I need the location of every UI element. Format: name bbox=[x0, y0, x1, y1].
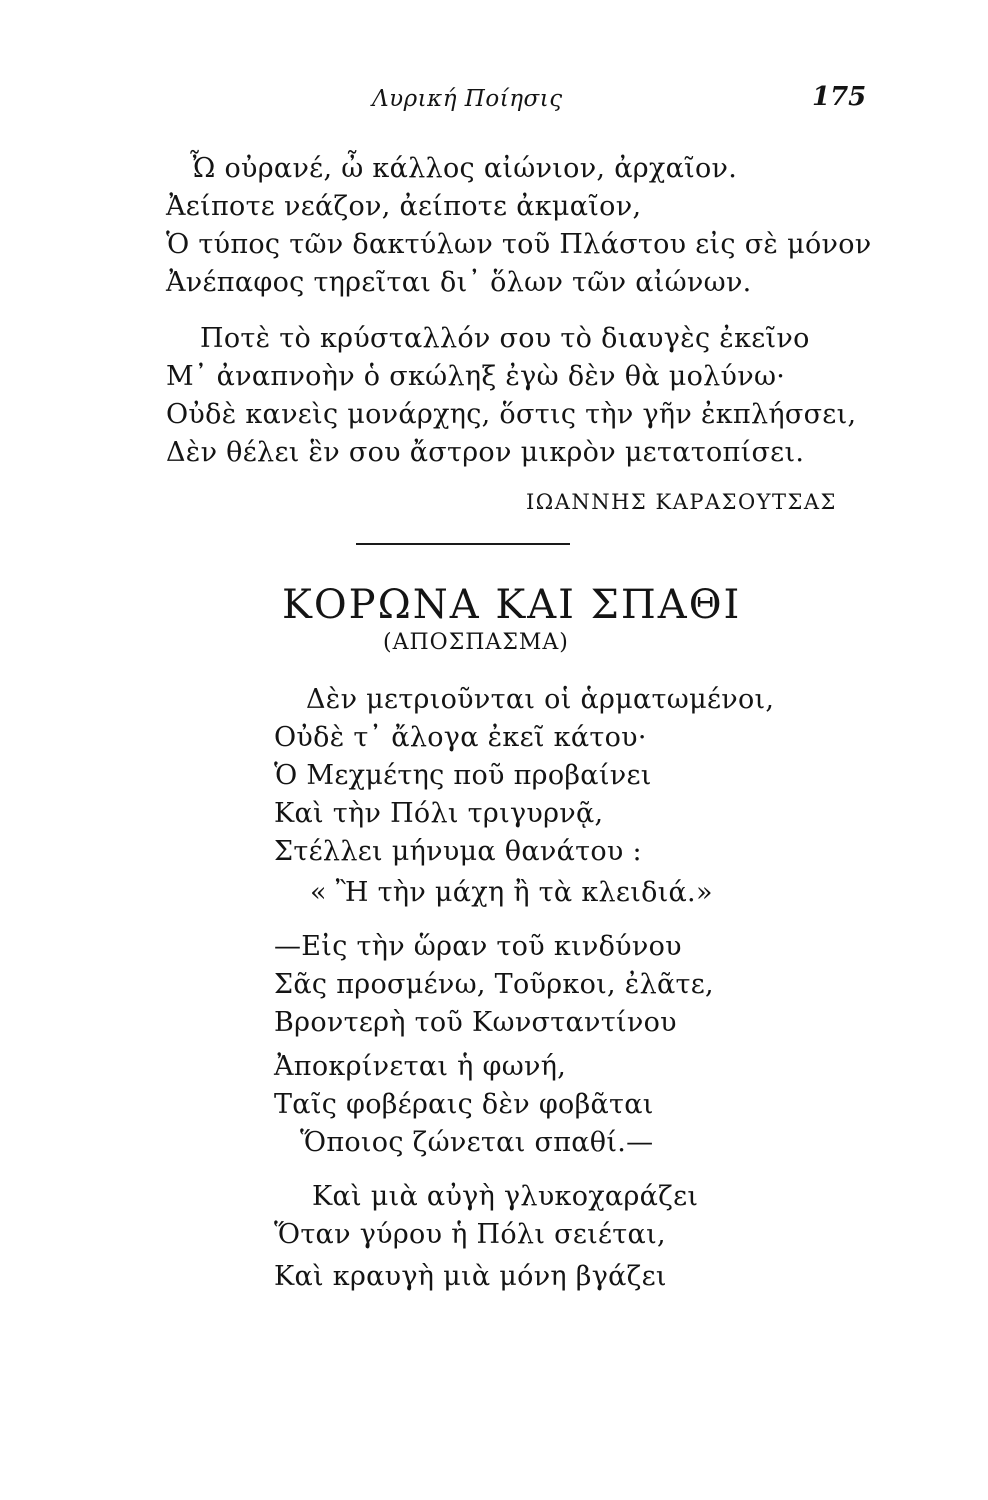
poem-line: Ἀποκρίνεται ἡ φωνή, bbox=[274, 1051, 567, 1082]
poem-line: Καὶ κραυγὴ μιὰ μόνη βγάζει bbox=[274, 1261, 667, 1292]
poem-line: Ὁ Μεχμέτης ποῦ προβαίνει bbox=[274, 760, 652, 791]
poem-line: Στέλλει μήνυμα θανάτου : bbox=[274, 836, 642, 867]
section-divider bbox=[356, 543, 570, 545]
poem-line: Μ᾿ ἀναπνοὴν ὁ σκώληξ ἐγὼ δὲν θὰ μολύνω· bbox=[166, 361, 786, 392]
running-title: Λυρική Ποίησις bbox=[372, 86, 563, 112]
poem-line: « Ἢ τὴν μάχη ἢ τὰ κλειδιά.» bbox=[310, 877, 713, 908]
page-number: 175 bbox=[812, 82, 867, 112]
poem-subtitle: (ΑΠΟΣΠΑΣΜΑ) bbox=[383, 630, 569, 655]
poem-line: Ἀείποτε νεάζον, ἀείποτε ἀκμαῖον, bbox=[166, 191, 642, 222]
poem-line: Ὦ οὐρανέ, ὦ κάλλος αἰώνιον, ἀρχαῖον. bbox=[190, 153, 738, 184]
poem-line: Βροντερὴ τοῦ Κωνσταντίνου bbox=[274, 1007, 677, 1038]
poem-line: Καὶ τὴν Πόλι τριγυρνᾷ, bbox=[274, 798, 604, 829]
poem-line: Ὅποιος ζώνεται σπαθί.— bbox=[300, 1127, 654, 1158]
poem-line: Καὶ μιὰ αὐγὴ γλυκοχαράζει bbox=[312, 1181, 699, 1212]
poem-line: Ταῖς φοβέραις δὲν φοβᾶται bbox=[274, 1089, 654, 1120]
poem-line: Δὲν μετριοῦνται οἱ ἁρματωμένοι, bbox=[306, 684, 775, 715]
poem-line: Οὐδὲ τ᾿ ἄλογα ἐκεῖ κάτου· bbox=[274, 722, 647, 753]
poem-line: —Εἰς τὴν ὥραν τοῦ κινδύνου bbox=[274, 931, 682, 962]
poem-line: Οὐδὲ κανεὶς μονάρχης, ὅστις τὴν γῆν ἐκπλήσσει, bbox=[166, 399, 857, 430]
poem-line: Ποτὲ τὸ κρύσταλλόν σου τὸ διαυγὲς ἐκεῖνο bbox=[200, 323, 810, 354]
page-header bbox=[0, 82, 988, 120]
poem-line: Σᾶς προσμένω, Τοῦρκοι, ἐλᾶτε, bbox=[274, 969, 714, 1000]
poem-line: Ἀνέπαφος τηρεῖται δι᾿ ὅλων τῶν αἰώνων. bbox=[166, 267, 752, 298]
poem-line: Ὁ τύπος τῶν δακτύλων τοῦ Πλάστου εἰς σὲ μόνον bbox=[166, 229, 872, 260]
author-name: ΙΩΑΝΝΗΣ ΚΑΡΑΣΟΥΤΣΑΣ bbox=[526, 490, 837, 514]
poem-line: Ὅταν γύρου ἡ Πόλι σειέται, bbox=[274, 1219, 666, 1250]
poem-title: ΚΟΡΩΝΑ ΚΑΙ ΣΠΑΘΙ bbox=[282, 582, 742, 628]
poem-line: Δὲν θέλει ἓν σου ἄστρον μικρὸν μετατοπίσει. bbox=[166, 437, 805, 468]
